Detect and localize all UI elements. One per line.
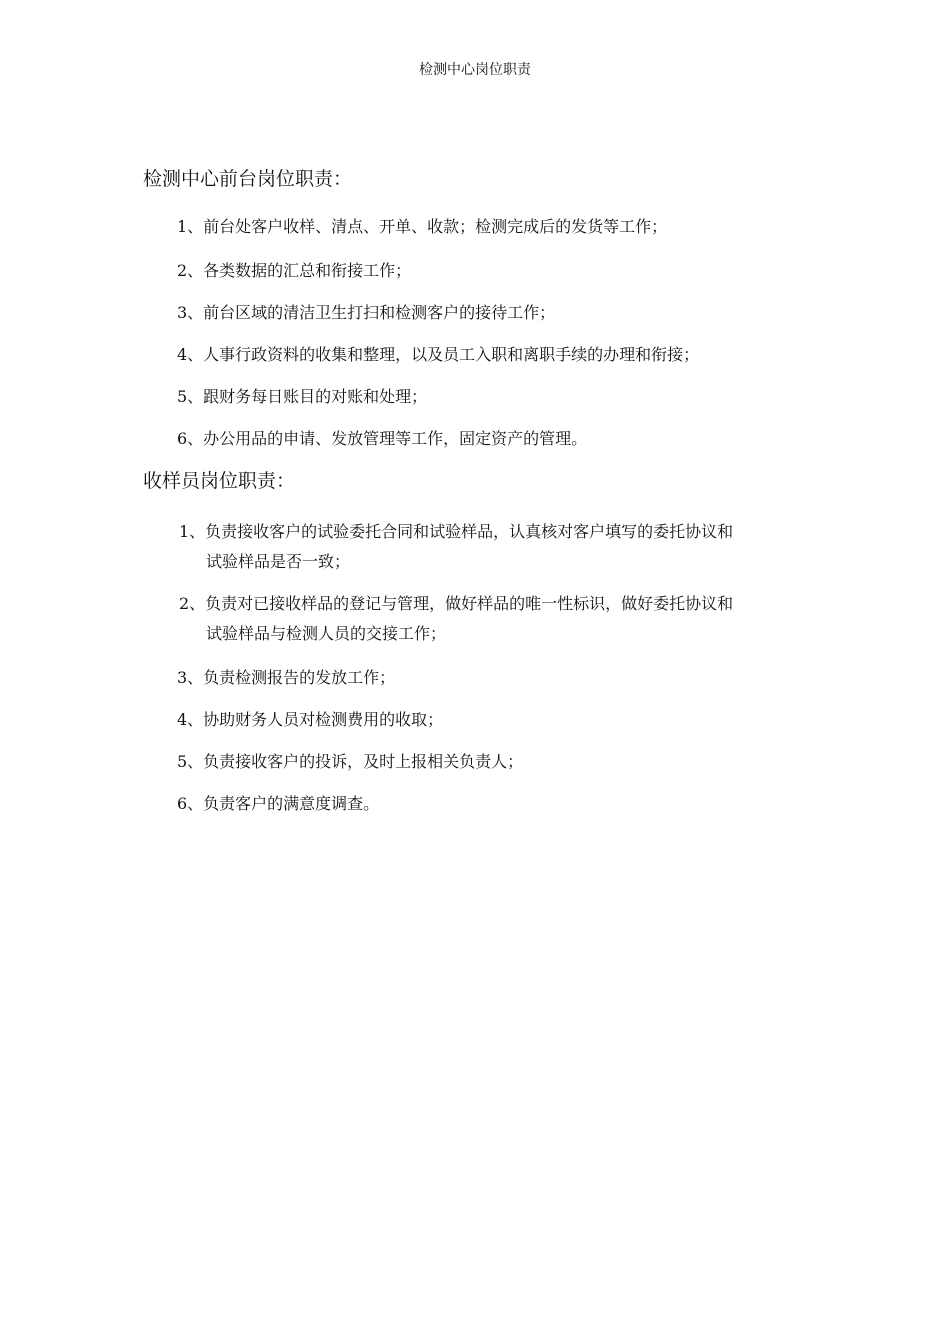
list-item: 2、各类数据的汇总和衔接工作； xyxy=(177,261,412,280)
list-item-line: 2、负责对已接收样品的登记与管理，做好样品的唯一性标识，做好委托协议和 xyxy=(179,594,734,613)
list-item: 4、人事行政资料的收集和整理，以及员工入职和离职手续的办理和衔接； xyxy=(177,345,700,364)
list-item xyxy=(179,517,819,577)
list-item: 1、前台处客户收样、清点、开单、收款；检测完成后的发货等工作； xyxy=(177,217,668,236)
list-item: 6、办公用品的申请、发放管理等工作，固定资产的管理。 xyxy=(177,429,588,448)
list-item: 3、前台区域的清洁卫生打扫和检测客户的接待工作； xyxy=(177,303,556,322)
running-header: 检测中心岗位职责 xyxy=(419,62,531,78)
list-item: 5、负责接收客户的投诉，及时上报相关负责人； xyxy=(177,752,524,771)
list-item-line: 试验样品与检测人员的交接工作； xyxy=(206,624,447,643)
list-item: 5、跟财务每日账目的对账和处理； xyxy=(177,387,428,406)
list-item-line: 试验样品是否一致； xyxy=(206,552,351,571)
list-item-line: 1、负责接收客户的试验委托合同和试验样品，认真核对客户填写的委托协议和 xyxy=(179,522,734,541)
list-item: 3、负责检测报告的发放工作； xyxy=(177,668,396,687)
section-title-sample-receiver: 收样员岗位职责： xyxy=(143,470,296,492)
list-item xyxy=(179,589,819,649)
list-item: 4、协助财务人员对检测费用的收取； xyxy=(177,710,444,729)
section-title-front-desk: 检测中心前台岗位职责： xyxy=(143,168,353,190)
list-item: 6、负责客户的满意度调查。 xyxy=(177,794,380,813)
